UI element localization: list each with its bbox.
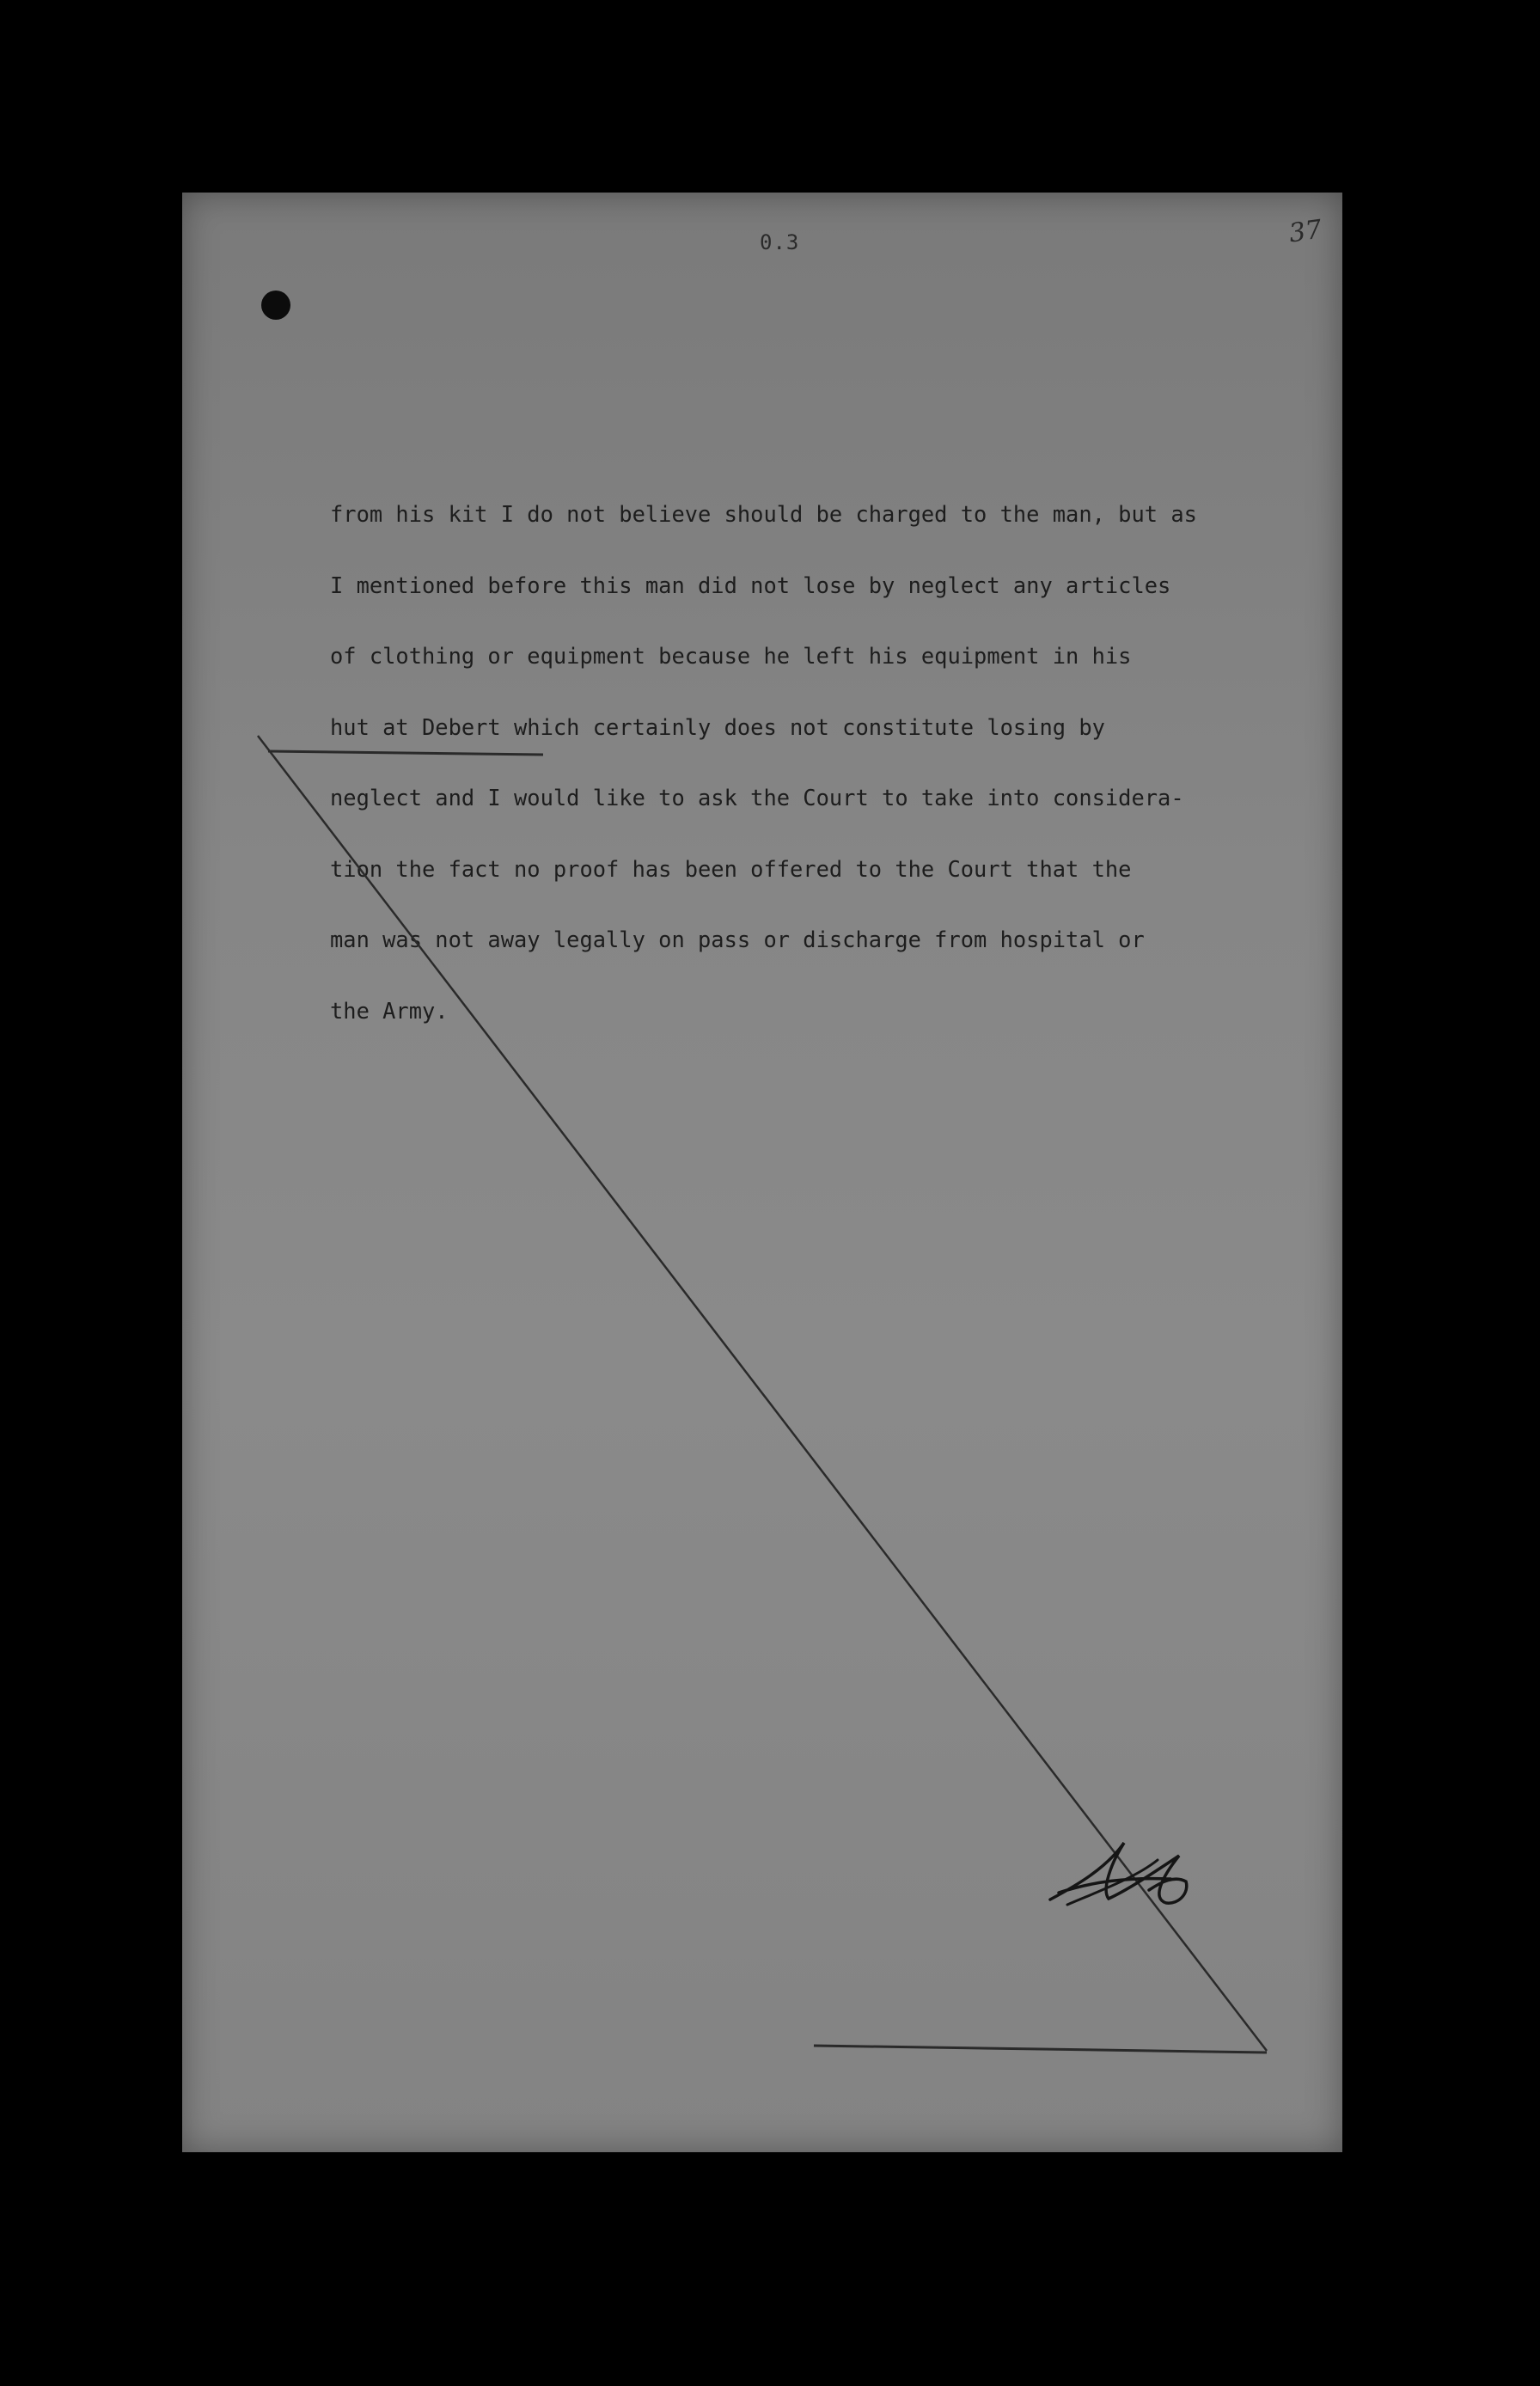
body-line: hut at Debert which certainly does not constitute losing by: [330, 713, 1105, 740]
paper-sheet: [182, 193, 1342, 2152]
body-line: of clothing or equipment because he left his equipment in his: [330, 643, 1132, 669]
body-line: neglect and I would like to ask the Court to take into considera-: [330, 785, 1184, 811]
body-line: I mentioned before this man did not lose by neglect any articles: [330, 572, 1171, 598]
folio-number: 37: [1286, 214, 1324, 249]
body-line: tion the fact no proof has been offered to the Court that the: [330, 855, 1132, 882]
body-line: the Army.: [330, 997, 449, 1024]
page-number: 0.3: [760, 230, 800, 254]
body-line: from his kit I do not believe should be charged to the man, but as: [330, 501, 1197, 527]
body-line: man was not away legally on pass or discharge from hospital or: [330, 927, 1145, 952]
initials-signature: [182, 193, 1342, 2152]
